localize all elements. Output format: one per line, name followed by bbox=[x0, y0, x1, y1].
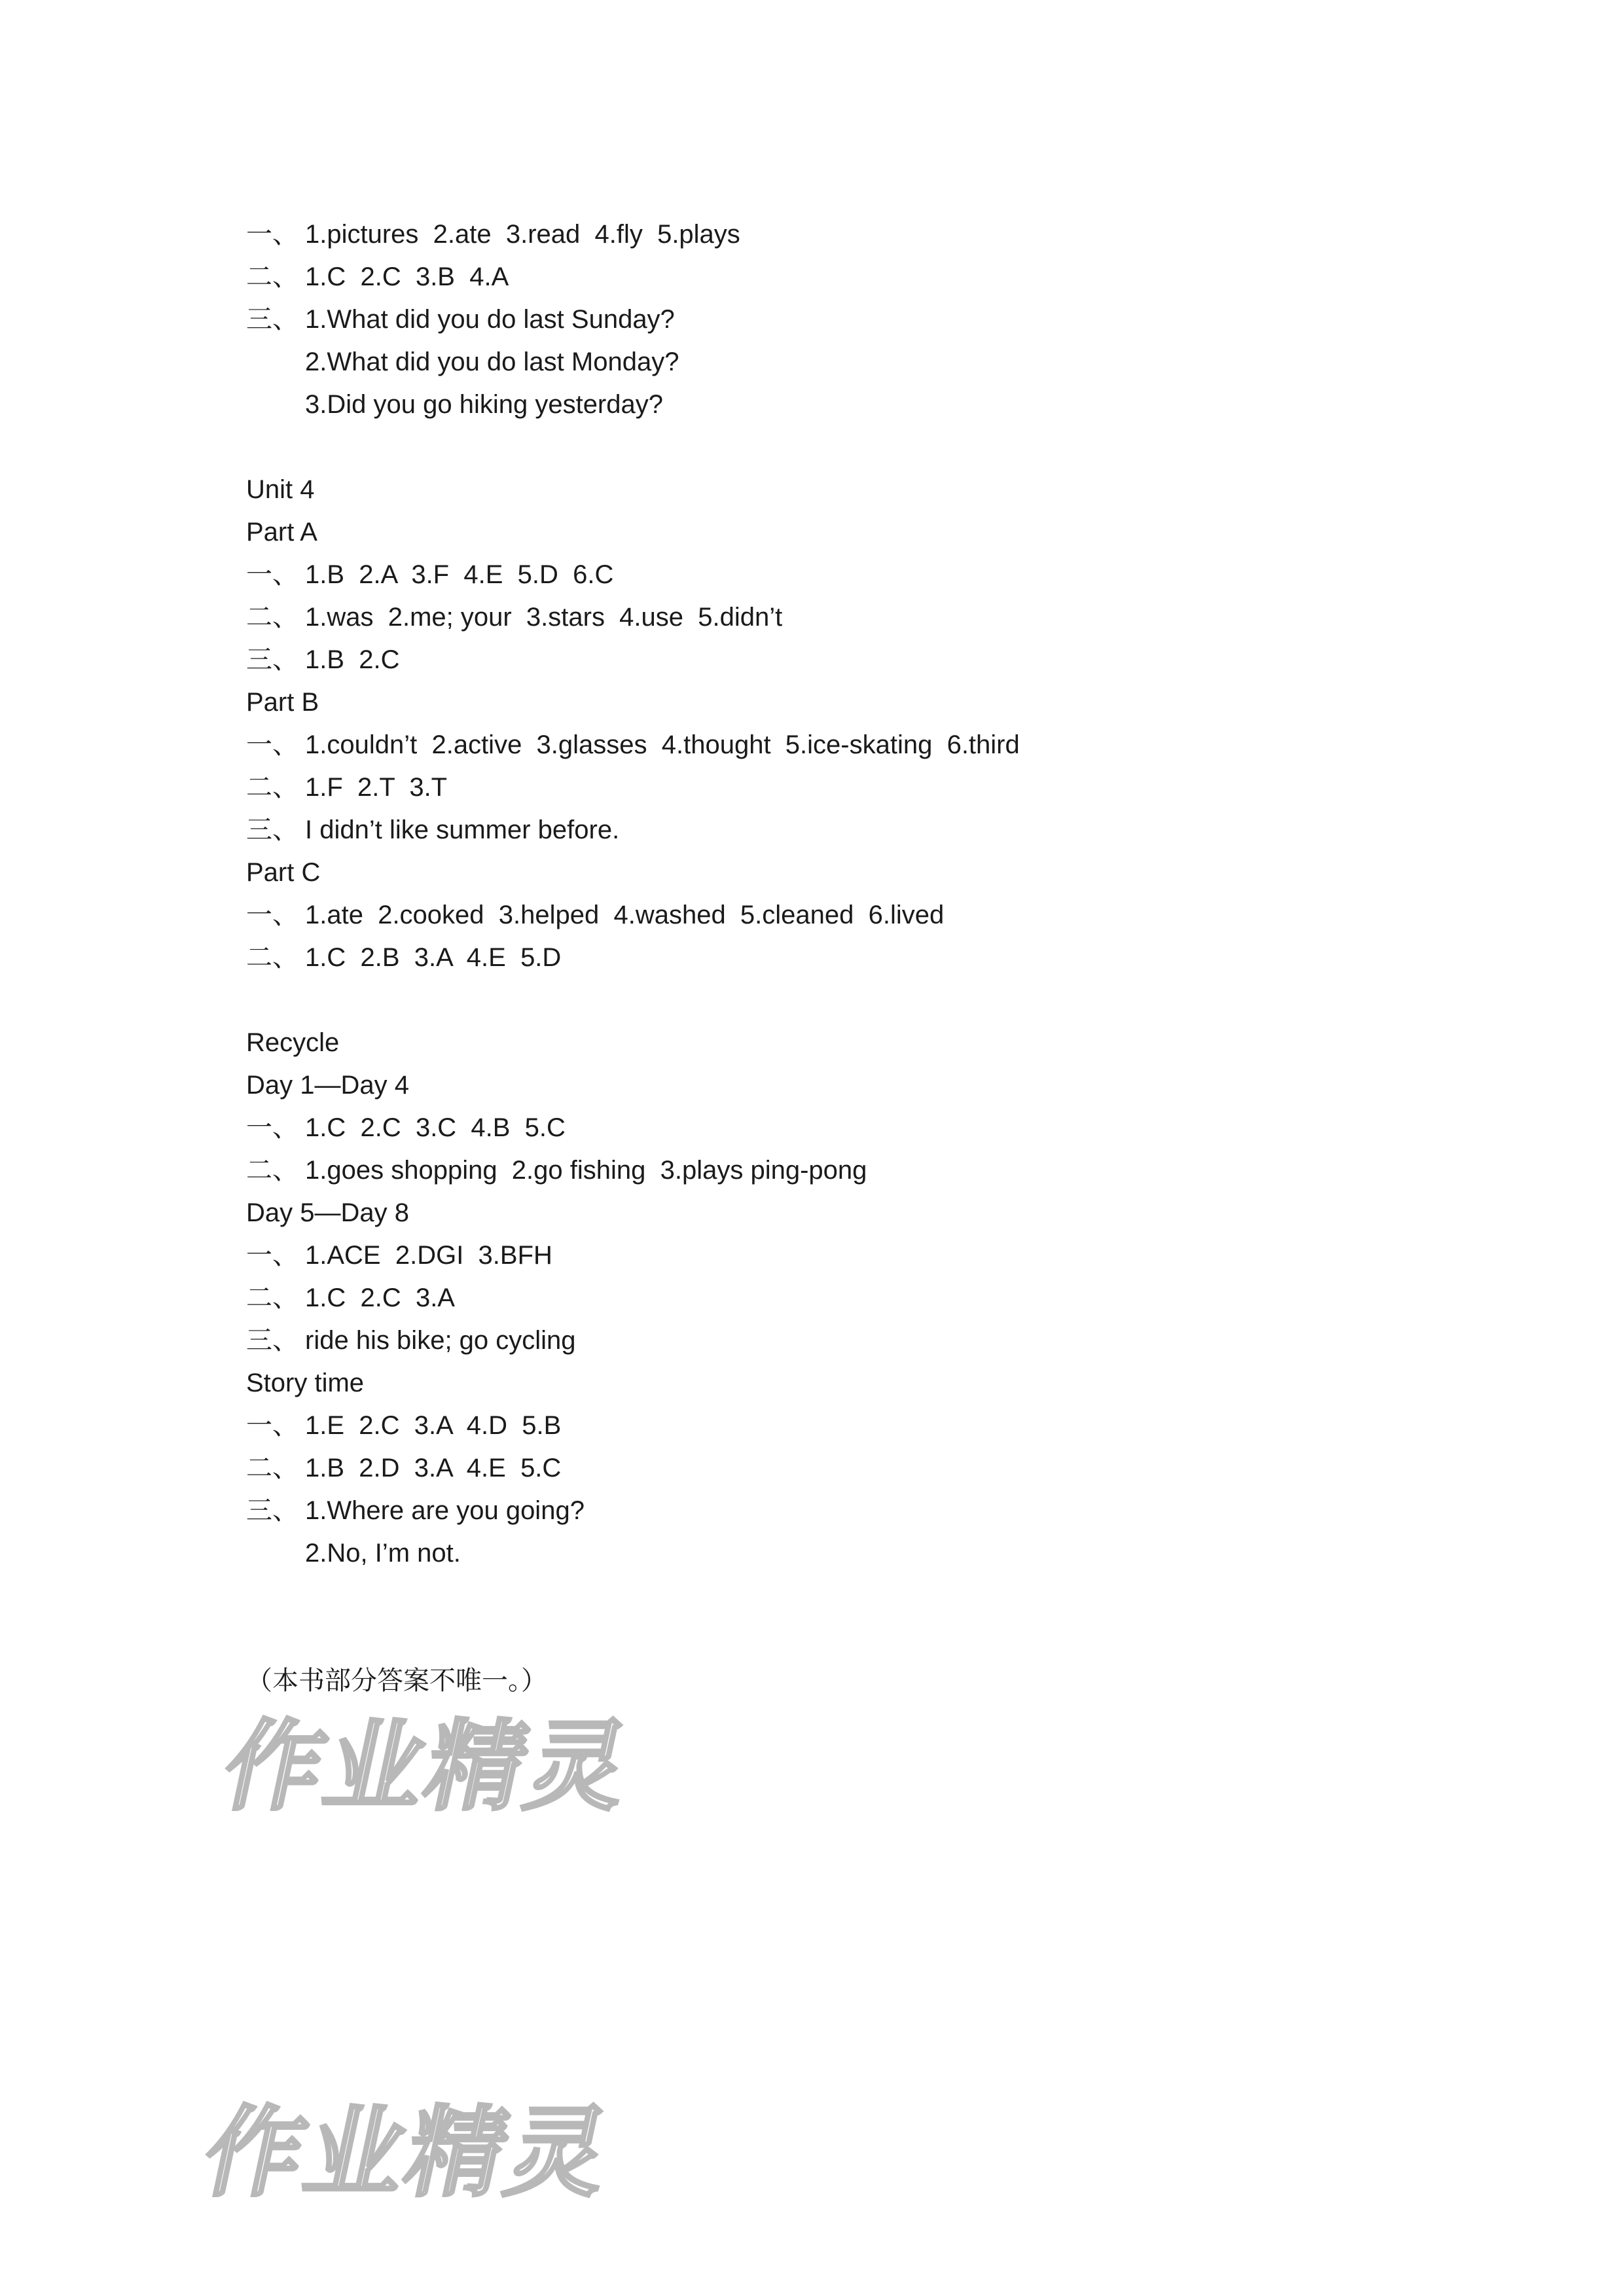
section-marker: 三、 bbox=[246, 304, 298, 334]
answer-line bbox=[246, 937, 1490, 979]
answer-text: 1.goes shopping 2.go fishing 3.plays ping-pong bbox=[305, 1156, 867, 1185]
answer-text: 1.pictures 2.ate 3.read 4.fly 5.plays bbox=[305, 220, 740, 249]
answer-line bbox=[246, 809, 1490, 852]
answer-line bbox=[246, 724, 1490, 766]
answer-line bbox=[246, 1107, 1490, 1149]
watermark-logo: 作业精灵 bbox=[194, 2096, 622, 2210]
section-marker: 一、 bbox=[246, 900, 298, 930]
answer-line bbox=[246, 1405, 1490, 1447]
answer-text: 3.Did you go hiking yesterday? bbox=[305, 390, 663, 419]
answer-text: 1.C 2.C 3.A bbox=[305, 1283, 455, 1312]
section-marker: 二、 bbox=[246, 1283, 298, 1313]
answer-text: 1.Where are you going? bbox=[305, 1496, 585, 1525]
answer-line bbox=[246, 596, 1490, 639]
answer-text: 1.C 2.B 3.A 4.E 5.D bbox=[305, 943, 562, 972]
answer-text: 1.E 2.C 3.A 4.D 5.B bbox=[305, 1411, 562, 1440]
section-marker: 二、 bbox=[246, 602, 298, 632]
answer-text: 1.B 2.A 3.F 4.E 5.D 6.C bbox=[305, 560, 614, 589]
spacer bbox=[246, 1575, 1490, 1660]
section-marker: 一、 bbox=[246, 560, 298, 590]
answer-line bbox=[246, 213, 1490, 256]
answer-text: 2.No, I’m not. bbox=[305, 1539, 461, 1568]
section-marker: 一、 bbox=[246, 1240, 298, 1270]
answer-line bbox=[246, 1532, 1490, 1575]
answer-content bbox=[246, 213, 1490, 1702]
answer-text: 2.What did you do last Monday? bbox=[305, 348, 679, 376]
answer-line bbox=[246, 554, 1490, 596]
section-marker: 一、 bbox=[246, 1410, 298, 1441]
answer-text: 1.F 2.T 3.T bbox=[305, 773, 448, 802]
answer-text: ride his bike; go cycling bbox=[305, 1326, 576, 1355]
section-marker: 二、 bbox=[246, 942, 298, 973]
answer-line bbox=[246, 256, 1490, 298]
section-marker: 一、 bbox=[246, 1113, 298, 1143]
answer-text: 1.C 2.C 3.B 4.A bbox=[305, 262, 509, 291]
section-marker: 三、 bbox=[246, 1496, 298, 1526]
answer-line bbox=[246, 298, 1490, 341]
watermark-logo: 作业精灵 bbox=[213, 1710, 641, 1824]
answer-text: 1.was 2.me; your 3.stars 4.use 5.didn’t bbox=[305, 603, 783, 632]
answer-line bbox=[246, 384, 1490, 426]
part-title: Story time bbox=[246, 1369, 365, 1397]
part-title: Day 1—Day 4 bbox=[246, 1071, 409, 1100]
section-marker: 一、 bbox=[246, 219, 298, 249]
answer-text: 1.What did you do last Sunday? bbox=[305, 305, 675, 334]
part-title: Part B bbox=[246, 688, 319, 717]
answer-line bbox=[246, 1234, 1490, 1277]
answer-text: 1.couldn’t 2.active 3.glasses 4.thought 5.ice-skating 6.third bbox=[305, 730, 1020, 759]
answer-line bbox=[246, 1490, 1490, 1532]
answer-line bbox=[246, 1149, 1490, 1192]
answer-text: 1.C 2.C 3.C 4.B 5.C bbox=[305, 1113, 566, 1142]
answer-line bbox=[246, 894, 1490, 937]
answer-text: 1.B 2.D 3.A 4.E 5.C bbox=[305, 1454, 562, 1482]
answer-text: 1.B 2.C bbox=[305, 645, 400, 674]
spacer bbox=[246, 979, 1490, 1022]
answer-text: I didn’t like summer before. bbox=[305, 816, 620, 844]
spacer bbox=[246, 426, 1490, 469]
answer-line bbox=[246, 1319, 1490, 1362]
answer-text: 1.ACE 2.DGI 3.BFH bbox=[305, 1241, 552, 1270]
answer-line bbox=[246, 766, 1490, 809]
footnote: （本书部分答案不唯一。） bbox=[246, 1666, 547, 1696]
section-marker: 二、 bbox=[246, 1453, 298, 1483]
part-title: Part C bbox=[246, 858, 321, 887]
section-marker: 一、 bbox=[246, 730, 298, 760]
answer-line bbox=[246, 1447, 1490, 1490]
part-title: Part A bbox=[246, 518, 317, 547]
answer-text: 1.ate 2.cooked 3.helped 4.washed 5.cleaned 6.lived bbox=[305, 901, 945, 929]
unit-title: Unit 4 bbox=[246, 475, 315, 504]
answer-line bbox=[246, 1277, 1490, 1319]
section-marker: 二、 bbox=[246, 262, 298, 292]
section-marker: 三、 bbox=[246, 1325, 298, 1355]
answer-line bbox=[246, 639, 1490, 681]
section-marker: 三、 bbox=[246, 645, 298, 675]
part-title: Day 5—Day 8 bbox=[246, 1198, 409, 1227]
unit-title: Recycle bbox=[246, 1028, 340, 1057]
section-marker: 二、 bbox=[246, 772, 298, 802]
section-marker: 二、 bbox=[246, 1155, 298, 1185]
answer-line bbox=[246, 341, 1490, 384]
section-marker: 三、 bbox=[246, 815, 298, 845]
